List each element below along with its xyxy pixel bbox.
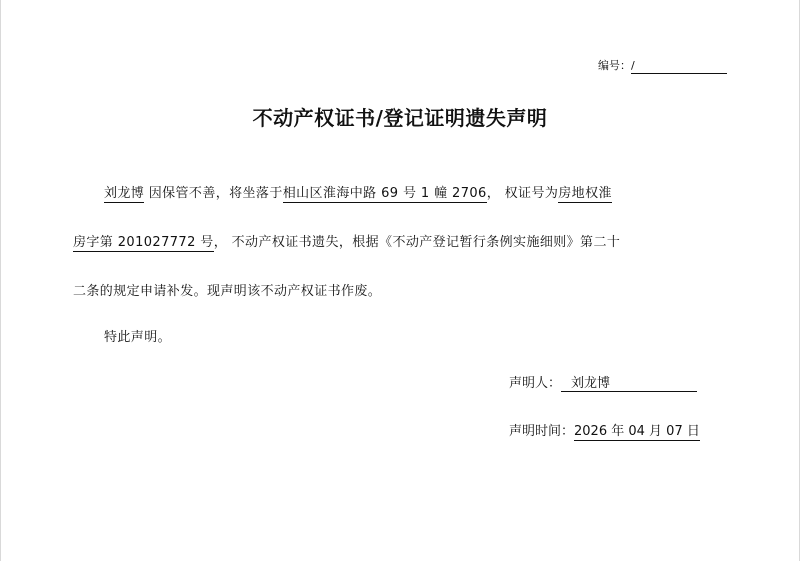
- declarant-name: 刘龙博: [104, 186, 145, 201]
- date-label: 声明时间：: [509, 424, 575, 439]
- paragraph-line-1: [104, 182, 612, 201]
- serial-label: 编号：: [598, 59, 631, 72]
- serial-number: [598, 57, 727, 74]
- date-block: [509, 420, 700, 439]
- signature-name: 刘龙博: [561, 372, 697, 392]
- signature-block: [509, 372, 697, 392]
- closing-statement: 特此声明。: [104, 330, 172, 345]
- text-segment-2: ， 权证号为: [486, 186, 559, 201]
- date-value: 2026 年 04 月 07 日: [574, 424, 700, 439]
- text-segment-3: ， 不动产权证书遗失，根据《不动产登记暂行条例实施细则》第二十: [213, 235, 621, 250]
- paragraph-line-3: 二条的规定申请补发。现声明该不动产权证书作废。: [73, 284, 382, 299]
- property-location: 相山区淮海中路 69 号 1 幢 2706: [282, 186, 487, 201]
- certificate-number-part1: 房地权淮: [558, 186, 612, 201]
- paragraph-line-2: [73, 231, 620, 250]
- document-title: 不动产权证书/登记证明遗失声明: [252, 106, 548, 130]
- serial-value: /: [631, 59, 727, 74]
- text-segment-1: 因保管不善，将坐落于: [144, 186, 283, 201]
- signature-label: 声明人：: [509, 376, 562, 391]
- certificate-number-part2: 房字第 201027772 号: [73, 235, 214, 250]
